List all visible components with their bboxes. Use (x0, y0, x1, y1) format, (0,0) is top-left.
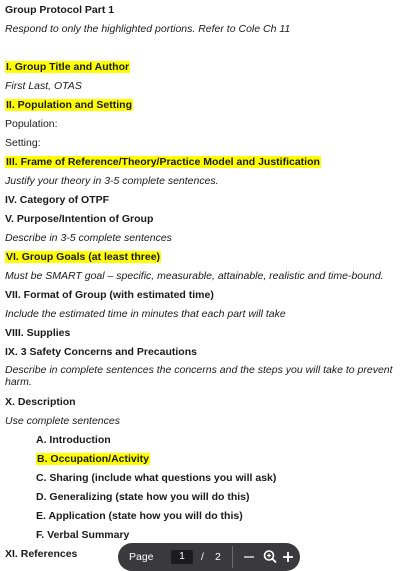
section-11-heading: XI. References (5, 548, 78, 560)
section-1-body: First Last, OTAS (5, 80, 82, 92)
section-1-heading: I. Group Title and Author (6, 61, 130, 73)
subsection-b: B. Occupation/Activity (37, 453, 150, 465)
section-2-heading: II. Population and Setting (6, 99, 132, 111)
page-number-input[interactable]: 1 (171, 550, 193, 564)
subsection-d: D. Generalizing (state how you will do this) (36, 491, 250, 503)
instructions: Respond to only the highlighted portions. Refer to Cole Ch 11 (5, 23, 291, 35)
subsection-c: C. Sharing (include what questions you will ask) (36, 472, 277, 484)
section-6-body: Must be SMART goal – specific, measurable, attainable, realistic and time-bound. (5, 270, 384, 282)
section-8-heading: VIII. Supplies (5, 327, 71, 339)
subsection-f: F. Verbal Summary (36, 529, 130, 541)
section-3-heading: III. Frame of Reference/Theory/Practice Model and Justification (6, 156, 320, 168)
zoom-in-icon[interactable] (280, 548, 296, 566)
setting-label: Setting: (5, 137, 41, 149)
zoom-icon[interactable] (262, 548, 278, 566)
section-3-body: Justify your theory in 3-5 complete sentences. (5, 175, 219, 187)
page-label: Page (129, 551, 154, 563)
toolbar-divider (232, 546, 233, 568)
section-9-body: Describe in complete sentences the concerns and the steps you will take to prevent harm. (5, 364, 393, 388)
subsection-a: A. Introduction (36, 434, 111, 446)
subsection-e: E. Application (state how you will do this) (36, 510, 243, 522)
section-5-body: Describe in 3-5 complete sentences (5, 232, 172, 244)
zoom-out-icon[interactable] (242, 549, 256, 565)
population-label: Population: (5, 118, 58, 130)
section-10-body: Use complete sentences (5, 415, 120, 427)
section-7-heading: VII. Format of Group (with estimated time) (5, 289, 214, 301)
section-4-heading: IV. Category of OTPF (5, 194, 110, 206)
page-separator: / (201, 551, 204, 563)
page-total: 2 (215, 551, 221, 563)
page-toolbar (118, 543, 300, 571)
section-5-heading: V. Purpose/Intention of Group (5, 213, 154, 225)
document-title: Group Protocol Part 1 (5, 4, 115, 16)
section-7-body: Include the estimated time in minutes that each part will take (5, 308, 286, 320)
section-6-heading: VI. Group Goals (at least three) (6, 251, 161, 263)
section-9-heading: IX. 3 Safety Concerns and Precautions (5, 346, 197, 358)
section-10-heading: X. Description (5, 396, 76, 408)
